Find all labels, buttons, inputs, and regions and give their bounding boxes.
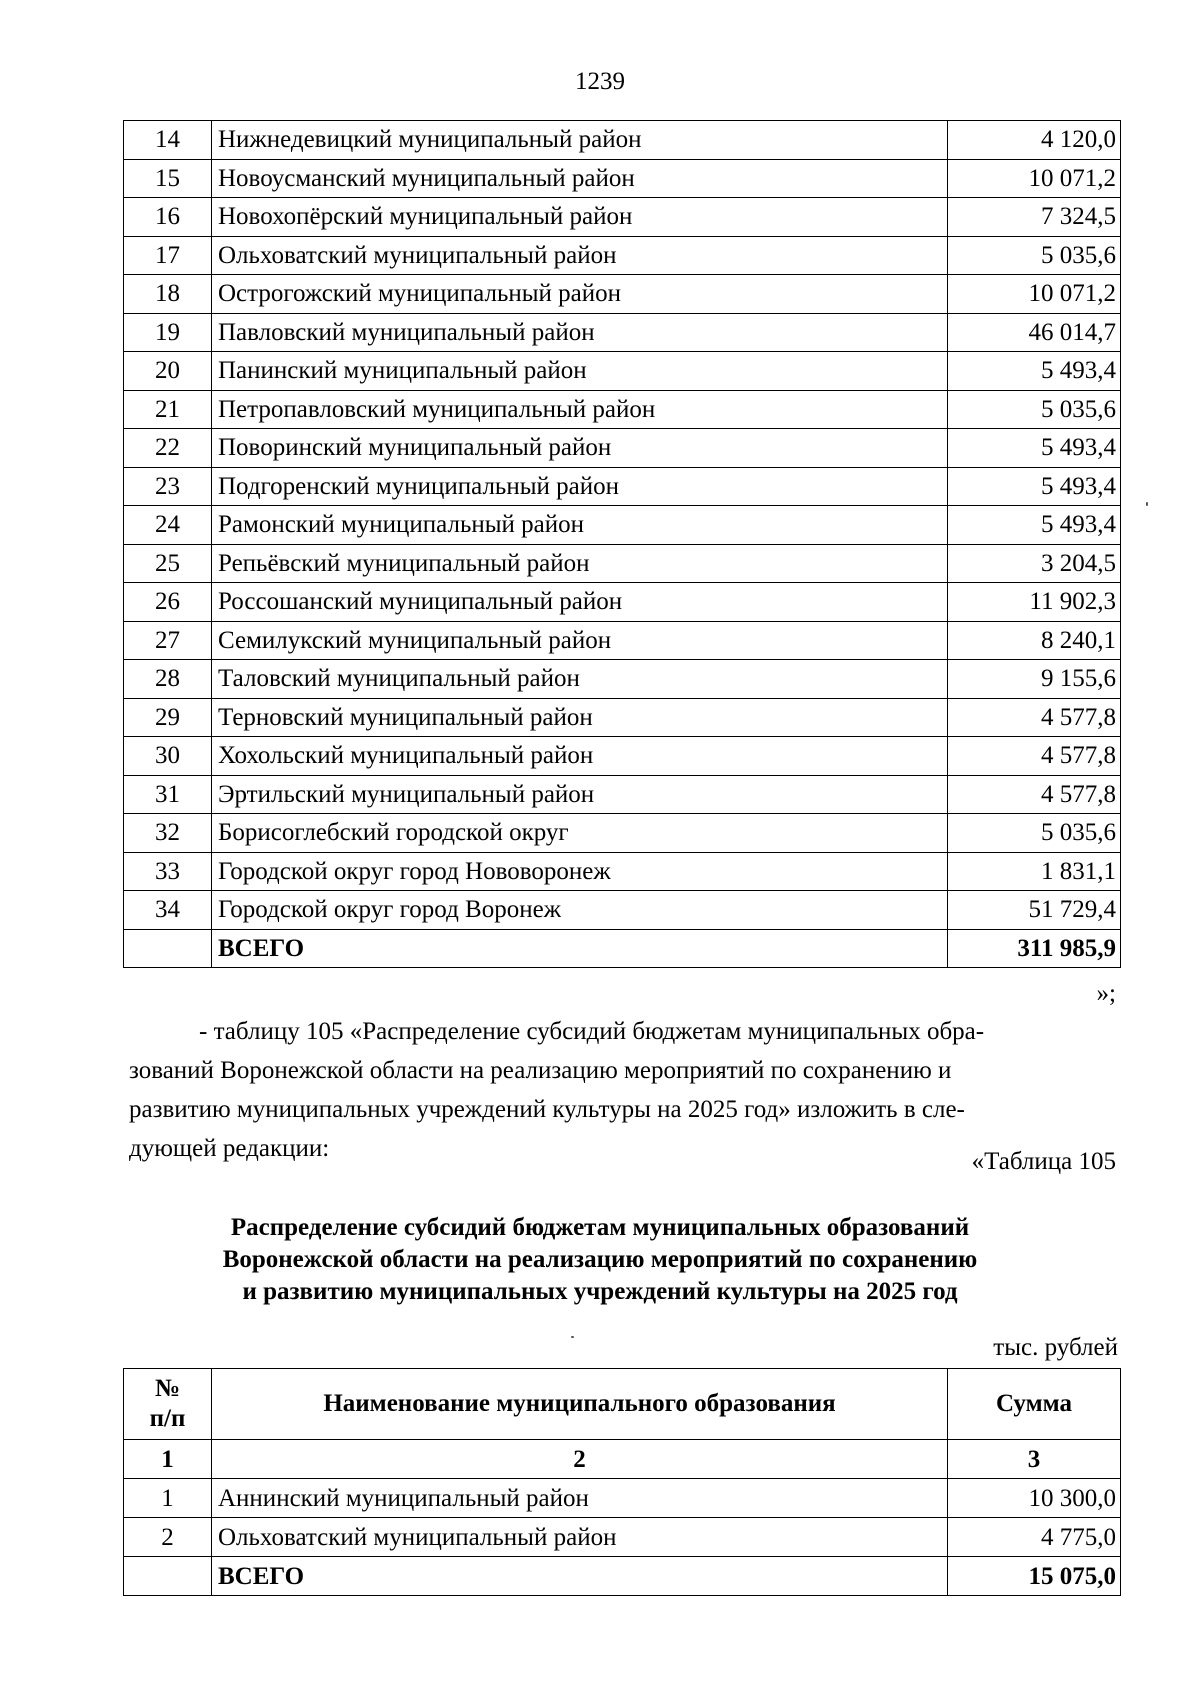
- municipality-name: Нижнедевицкий муниципальный район: [212, 121, 948, 160]
- subsidy-amount: 46 014,7: [948, 313, 1121, 352]
- row-number: 30: [124, 737, 212, 776]
- row-number: 16: [124, 198, 212, 237]
- row-number: 33: [124, 852, 212, 891]
- row-number: 15: [124, 159, 212, 198]
- table-row: [124, 275, 1121, 314]
- municipality-name: Эртильский муниципальный район: [212, 775, 948, 814]
- municipality-name: Городской округ город Нововоронеж: [212, 852, 948, 891]
- total-label: ВСЕГО: [212, 929, 948, 968]
- paragraph-line: зований Воронежской области на реализацию мероприятий по сохранению и: [129, 1057, 952, 1084]
- row-number: 34: [124, 891, 212, 930]
- row-number: 29: [124, 698, 212, 737]
- municipality-name: Павловский муниципальный район: [212, 313, 948, 352]
- subsidy-amount: 4 120,0: [948, 121, 1121, 160]
- row-number: 26: [124, 583, 212, 622]
- table-row: [124, 429, 1121, 468]
- municipality-name: Семилукский муниципальный район: [212, 621, 948, 660]
- header-num-line2: п/п: [149, 1405, 186, 1432]
- table-row: [124, 467, 1121, 506]
- subsidy-amount: 11 902,3: [948, 583, 1121, 622]
- subsidy-amount: 10 071,2: [948, 275, 1121, 314]
- row-number: 23: [124, 467, 212, 506]
- closing-quote: »;: [1096, 980, 1116, 1007]
- table-title-line: Воронежской области на реализацию мероприятий по сохранению: [222, 1246, 978, 1273]
- table-label: «Таблица 105: [971, 1148, 1116, 1175]
- header-num: [124, 1369, 212, 1440]
- row-number: 14: [124, 121, 212, 160]
- paragraph-line: - таблицу 105 «Распределение субсидий бюджетам муниципальных обра-: [199, 1018, 985, 1045]
- subsidy-amount: 10 071,2: [948, 159, 1121, 198]
- municipality-name: Рамонский муниципальный район: [212, 506, 948, 545]
- total-label: ВСЕГО: [212, 1557, 948, 1596]
- subsidy-amount: 3 204,5: [948, 544, 1121, 583]
- subsidy-amount: 1 831,1: [948, 852, 1121, 891]
- table-title-line: Распределение субсидий бюджетам муниципальных образований: [230, 1214, 970, 1241]
- municipality-name: Аннинский муниципальный район: [212, 1479, 948, 1518]
- subsidy-amount: 4 577,8: [948, 737, 1121, 776]
- municipality-name: Таловский муниципальный район: [212, 660, 948, 699]
- municipality-name: Петропавловский муниципальный район: [212, 390, 948, 429]
- subsidy-amount: 4 775,0: [948, 1518, 1121, 1557]
- row-number: 32: [124, 814, 212, 853]
- table-row: [124, 852, 1121, 891]
- row-number: 19: [124, 313, 212, 352]
- subsidy-amount: 5 493,4: [948, 467, 1121, 506]
- table-row: [124, 1479, 1121, 1518]
- table-row: [124, 352, 1121, 391]
- subsidy-amount: 7 324,5: [948, 198, 1121, 237]
- subsidy-amount: 5 493,4: [948, 429, 1121, 468]
- header-num-line1: №: [154, 1375, 181, 1402]
- table-row: [124, 544, 1121, 583]
- row-number: 22: [124, 429, 212, 468]
- table-row: [124, 775, 1121, 814]
- subsidy-amount: 5 035,6: [948, 390, 1121, 429]
- column-number-row: [124, 1440, 1121, 1479]
- row-number: 24: [124, 506, 212, 545]
- row-number: 31: [124, 775, 212, 814]
- municipality-name: Новохопёрский муниципальный район: [212, 198, 948, 237]
- municipality-name: Подгоренский муниципальный район: [212, 467, 948, 506]
- municipality-name: Хохольский муниципальный район: [212, 737, 948, 776]
- municipality-name: Городской округ город Воронеж: [212, 891, 948, 930]
- municipality-name: Терновский муниципальный район: [212, 698, 948, 737]
- municipality-name: Поворинский муниципальный район: [212, 429, 948, 468]
- page-number: 1239: [575, 68, 625, 95]
- header-name: Наименование муниципального образования: [212, 1369, 948, 1440]
- table-row: [124, 1518, 1121, 1557]
- scan-speck: [571, 1336, 574, 1338]
- subsidy-amount: 51 729,4: [948, 891, 1121, 930]
- units-label: тыс. рублей: [993, 1334, 1118, 1361]
- subsidy-table-105: [123, 1368, 1121, 1596]
- table-row: [124, 313, 1121, 352]
- total-row: [124, 929, 1121, 968]
- table-row: [124, 198, 1121, 237]
- row-number: 18: [124, 275, 212, 314]
- table-row: [124, 236, 1121, 275]
- row-number: 25: [124, 544, 212, 583]
- row-number: 27: [124, 621, 212, 660]
- table-row: [124, 891, 1121, 930]
- table-row: [124, 390, 1121, 429]
- municipality-name: Ольховатский муниципальный район: [212, 1518, 948, 1557]
- subsidy-amount: 4 577,8: [948, 698, 1121, 737]
- row-number-empty: [124, 929, 212, 968]
- table-title: [0, 1212, 1200, 1308]
- subsidy-amount: 5 035,6: [948, 236, 1121, 275]
- municipality-name: Острогожский муниципальный район: [212, 275, 948, 314]
- total-row: [124, 1557, 1121, 1596]
- subsidy-amount: 8 240,1: [948, 621, 1121, 660]
- table-row: [124, 737, 1121, 776]
- subsidy-amount: 10 300,0: [948, 1479, 1121, 1518]
- header-amount: Сумма: [948, 1369, 1121, 1440]
- table-row: [124, 814, 1121, 853]
- paragraph-line: развитию муниципальных учреждений культуры на 2025 год» изложить в сле-: [129, 1096, 965, 1123]
- row-number: 20: [124, 352, 212, 391]
- column-number: 1: [124, 1440, 212, 1479]
- table-row: [124, 121, 1121, 160]
- municipality-name: Репьёвский муниципальный район: [212, 544, 948, 583]
- table-row: [124, 583, 1121, 622]
- subsidy-amount: 4 577,8: [948, 775, 1121, 814]
- row-number: 1: [124, 1479, 212, 1518]
- scan-speck: [1146, 502, 1148, 506]
- municipality-name: Новоусманский муниципальный район: [212, 159, 948, 198]
- table-row: [124, 621, 1121, 660]
- amendment-paragraph: [129, 1012, 1116, 1168]
- table-title-line: и развитию муниципальных учреждений культуры на 2025 год: [242, 1278, 958, 1305]
- subsidy-amount: 5 493,4: [948, 352, 1121, 391]
- row-number: 17: [124, 236, 212, 275]
- table-header-row: [124, 1369, 1121, 1440]
- subsidy-amount: 9 155,6: [948, 660, 1121, 699]
- subsidy-table-continued: [123, 120, 1121, 968]
- subsidy-amount: 5 493,4: [948, 506, 1121, 545]
- table-row: [124, 698, 1121, 737]
- table-row: [124, 660, 1121, 699]
- total-amount: 311 985,9: [948, 929, 1121, 968]
- table-row: [124, 506, 1121, 545]
- column-number: 3: [948, 1440, 1121, 1479]
- row-number: 21: [124, 390, 212, 429]
- municipality-name: Ольховатский муниципальный район: [212, 236, 948, 275]
- municipality-name: Борисоглебский городской округ: [212, 814, 948, 853]
- row-number-empty: [124, 1557, 212, 1596]
- paragraph-line: дующей редакции:: [129, 1135, 330, 1162]
- municipality-name: Россошанский муниципальный район: [212, 583, 948, 622]
- table-row: [124, 159, 1121, 198]
- subsidy-amount: 5 035,6: [948, 814, 1121, 853]
- column-number: 2: [212, 1440, 948, 1479]
- row-number: 28: [124, 660, 212, 699]
- total-amount: 15 075,0: [948, 1557, 1121, 1596]
- municipality-name: Панинский муниципальный район: [212, 352, 948, 391]
- row-number: 2: [124, 1518, 212, 1557]
